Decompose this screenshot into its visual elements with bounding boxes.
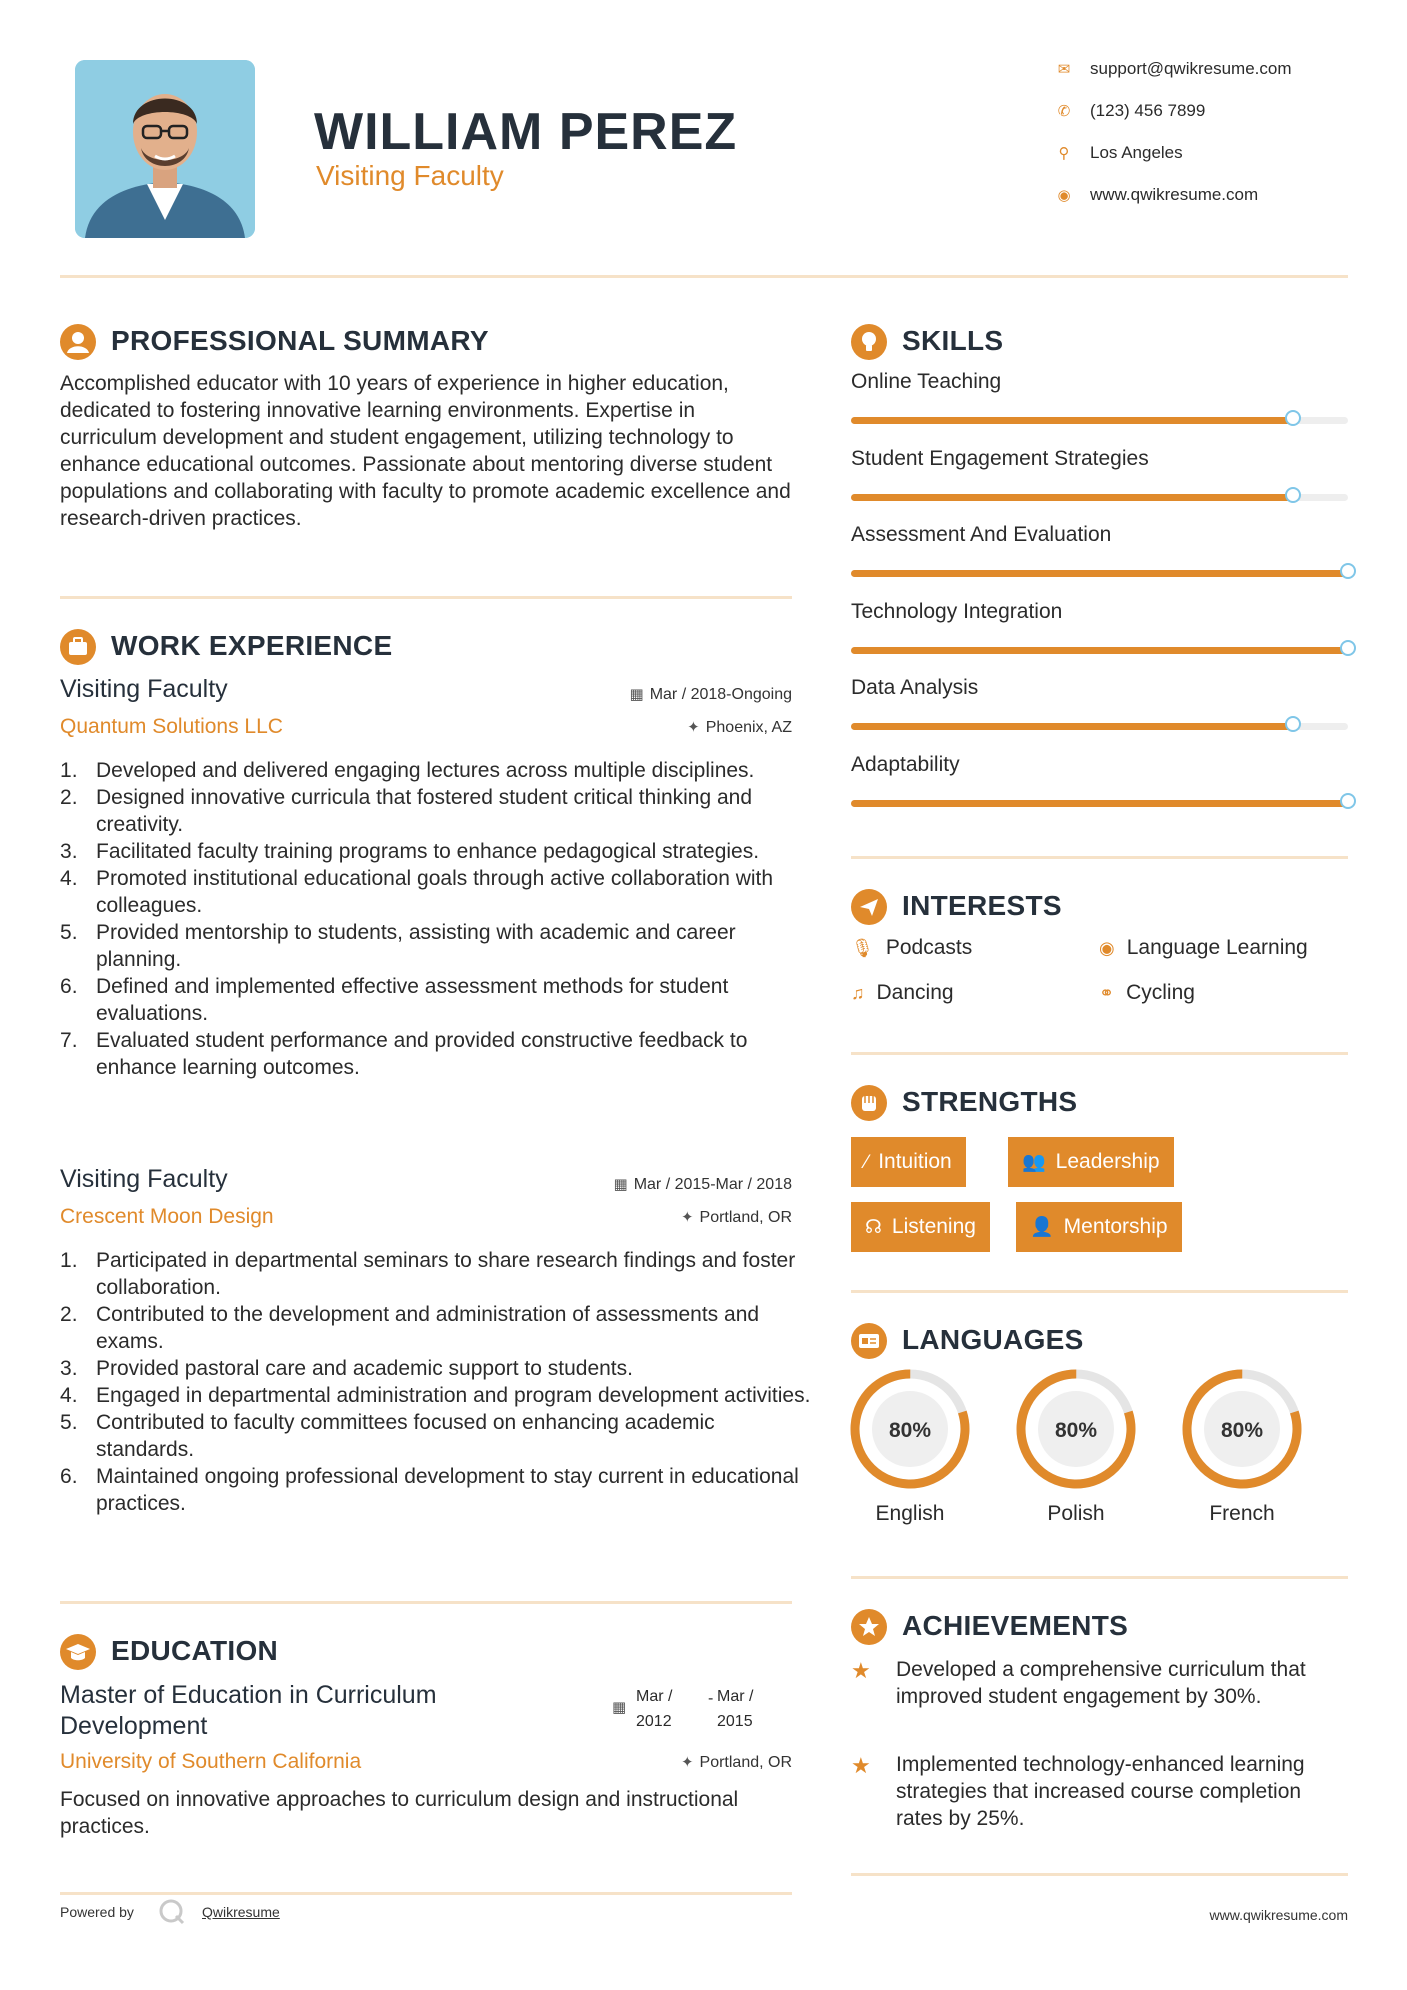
skill-bar-fill	[851, 647, 1348, 654]
language-ring	[1014, 1367, 1138, 1491]
list-item: Evaluated student performance and provided constructive feedback to enhance learning outcomes.	[96, 1029, 748, 1079]
skill-level-knob	[1340, 640, 1356, 656]
job-location: ✦ Phoenix, AZ	[687, 719, 792, 736]
skill-name: Technology Integration	[851, 599, 1063, 623]
job-title: Visiting Faculty	[60, 1165, 228, 1193]
skill-name: Adaptability	[851, 752, 960, 776]
skill-bar	[851, 570, 1348, 577]
skill-bar	[851, 800, 1348, 807]
skill-name: Data Analysis	[851, 676, 979, 699]
bicycle-icon: ⚭	[1099, 983, 1115, 1003]
language-name: Polish	[1047, 1502, 1105, 1525]
list-item: Provided pastoral care and academic support to students.	[96, 1357, 633, 1380]
job-duties-list	[60, 757, 813, 1081]
education-text: Focused on innovative approaches to curriculum design and instructional practices.	[60, 1788, 739, 1838]
skill-bar-fill	[851, 723, 1293, 730]
fist-icon	[851, 1085, 887, 1121]
language-card-icon	[851, 1323, 887, 1359]
skill-level-knob	[1285, 716, 1301, 732]
list-item: Promoted institutional educational goals through active collaboration with colleagues.	[96, 867, 774, 917]
list-item: Defined and implemented effective assessment methods for student evaluations.	[96, 975, 729, 1025]
phone-icon: ✆	[1057, 103, 1071, 120]
divider	[60, 596, 792, 599]
divider	[851, 1576, 1348, 1579]
graduation-cap-icon	[60, 1634, 96, 1670]
skill-bar-fill	[851, 417, 1293, 424]
powered-by-label: Powered by	[60, 1904, 134, 1920]
date-separator: -	[708, 1690, 714, 1707]
education-date-end: Mar / 2015	[717, 1688, 754, 1730]
star-icon: ★	[851, 1753, 871, 1778]
envelope-icon: ✉	[1057, 61, 1071, 78]
list-item: Participated in departmental seminars to share research findings and foster collaboration.	[96, 1249, 796, 1299]
list-item: Facilitated faculty training programs to enhance pedagogical strategies.	[96, 840, 760, 863]
profile-photo	[75, 60, 255, 238]
paper-plane-icon	[851, 889, 887, 925]
achievement-item: Developed a comprehensive curriculum that improved student engagement by 30%.	[896, 1658, 1306, 1708]
language-ring	[1180, 1367, 1304, 1491]
magic-wand-icon: ⁄	[865, 1152, 869, 1173]
calendar-icon: ▦	[613, 1176, 628, 1193]
language-name: French	[1209, 1502, 1275, 1525]
star-icon: ★	[851, 1658, 871, 1683]
interest-item: ◉ Language Learning	[1099, 936, 1308, 959]
education-location: ✦ Portland, OR	[680, 1754, 792, 1771]
section-title-languages: LANGUAGES	[902, 1324, 1084, 1355]
skill-bar	[851, 494, 1348, 501]
qwikresume-link[interactable]: Qwikresume	[202, 1904, 280, 1920]
language-percent: 80%	[1220, 1419, 1264, 1442]
star-icon	[851, 1609, 887, 1645]
interest-item: 🎙 Podcasts	[851, 936, 973, 959]
job-location: ✦ Portland, OR	[680, 1209, 792, 1226]
list-item: Provided mentorship to students, assisting with academic and career planning.	[96, 921, 736, 971]
user-plus-icon: 👤	[1030, 1217, 1054, 1238]
job-company: Crescent Moon Design	[60, 1205, 274, 1228]
pin-icon: ✦	[680, 1209, 694, 1226]
divider	[851, 1052, 1348, 1055]
list-item: Contributed to the development and administration of assessments and exams.	[96, 1303, 760, 1353]
skill-level-knob	[1285, 487, 1301, 503]
list-item: Engaged in departmental administration and program development activities.	[96, 1384, 811, 1407]
user-icon	[60, 324, 96, 360]
divider	[851, 856, 1348, 859]
skill-level-knob	[1285, 410, 1301, 426]
map-pin-icon: ⚲	[1058, 145, 1070, 162]
skill-level-knob	[1340, 563, 1356, 579]
lightbulb-icon	[851, 324, 887, 360]
avatar-icon	[75, 60, 255, 238]
language-name: English	[875, 1502, 945, 1525]
education-date-start: Mar / 2012	[636, 1688, 673, 1730]
language-percent: 80%	[1054, 1419, 1098, 1442]
skill-name: Online Teaching	[851, 370, 1002, 393]
strength-badge: ☊ Listening	[851, 1202, 990, 1252]
strength-badge: ⁄ Intuition	[851, 1137, 966, 1187]
language-percent: 80%	[888, 1419, 932, 1442]
group-icon: 👥	[1022, 1152, 1046, 1173]
interest-item: ⚭ Cycling	[1099, 981, 1195, 1004]
music-icon: ♫	[851, 983, 865, 1003]
interest-item: ♫ Dancing	[851, 981, 954, 1004]
job-title: Visiting Faculty	[60, 675, 228, 703]
skill-bar-fill	[851, 570, 1348, 577]
divider	[60, 1601, 792, 1604]
section-title-summary: PROFESSIONAL SUMMARY	[111, 325, 489, 356]
candidate-name: WILLIAM PEREZ	[314, 103, 738, 161]
job-duties-list	[60, 1247, 813, 1517]
calendar-icon: ▦	[629, 686, 644, 703]
divider	[60, 1892, 792, 1895]
list-item: Designed innovative curricula that fostered student critical thinking and creativity.	[96, 786, 753, 836]
pin-icon: ✦	[680, 1754, 694, 1771]
list-item: Maintained ongoing professional development to stay current in educational practices.	[96, 1465, 799, 1515]
education-school: University of Southern California	[60, 1750, 362, 1773]
divider	[851, 1290, 1348, 1293]
strength-badge: 👥 Leadership	[1008, 1137, 1174, 1187]
skill-bar	[851, 417, 1348, 424]
calendar-icon: ▦	[612, 1699, 627, 1716]
skill-level-knob	[1340, 793, 1356, 809]
header-divider	[60, 275, 1348, 278]
strength-badge: 👤 Mentorship	[1016, 1202, 1182, 1252]
globe-icon: ◉	[1099, 938, 1115, 958]
skill-name: Student Engagement Strategies	[851, 446, 1149, 470]
candidate-role: Visiting Faculty	[316, 160, 504, 191]
list-item: Contributed to faculty committees focused on enhancing academic standards.	[96, 1411, 715, 1461]
skill-bar-fill	[851, 494, 1293, 501]
section-title-experience: WORK EXPERIENCE	[111, 630, 393, 661]
skill-bar-fill	[851, 800, 1348, 807]
section-title-skills: SKILLS	[902, 325, 1004, 356]
microphone-icon: 🎙	[851, 938, 874, 958]
section-title-interests: INTERESTS	[902, 890, 1062, 921]
list-item: Developed and delivered engaging lectures across multiple disciplines.	[96, 759, 755, 782]
section-title-achievements: ACHIEVEMENTS	[902, 1610, 1129, 1641]
section-title-education: EDUCATION	[111, 1635, 279, 1666]
skill-bar	[851, 647, 1348, 654]
language-ring	[848, 1367, 972, 1491]
job-date: ▦ Mar / 2015-Mar / 2018	[613, 1176, 792, 1193]
skill-name: Assessment And Evaluation	[851, 523, 1112, 546]
section-title-strengths: STRENGTHS	[902, 1086, 1078, 1117]
job-company: Quantum Solutions LLC	[60, 715, 283, 738]
degree-title: Master of Education in Curriculum Development	[60, 1681, 437, 1740]
pin-icon: ✦	[687, 719, 700, 736]
divider	[851, 1873, 1348, 1876]
achievement-item: Implemented technology-enhanced learning strategies that increased course completion rates by 25%.	[896, 1753, 1305, 1830]
skill-bar	[851, 723, 1348, 730]
footer-website[interactable]: www.qwikresume.com	[1209, 1907, 1348, 1923]
globe-icon: ◉	[1057, 187, 1071, 204]
briefcase-icon	[60, 629, 96, 665]
summary-text: Accomplished educator with 10 years of experience in higher education, dedicated to fostering innovative learning environments. Expertise in curriculum development and student engagement, utilizing technology to enhance educational outcomes. Passionate about mentoring diverse student populations and collaborating with faculty to promote academic excellence and research-driven practices.	[60, 372, 791, 530]
qwikresume-logo-icon	[158, 1898, 186, 1926]
job-date: ▦ Mar / 2018-Ongoing	[629, 686, 792, 703]
headphones-icon: ☊	[865, 1217, 882, 1238]
